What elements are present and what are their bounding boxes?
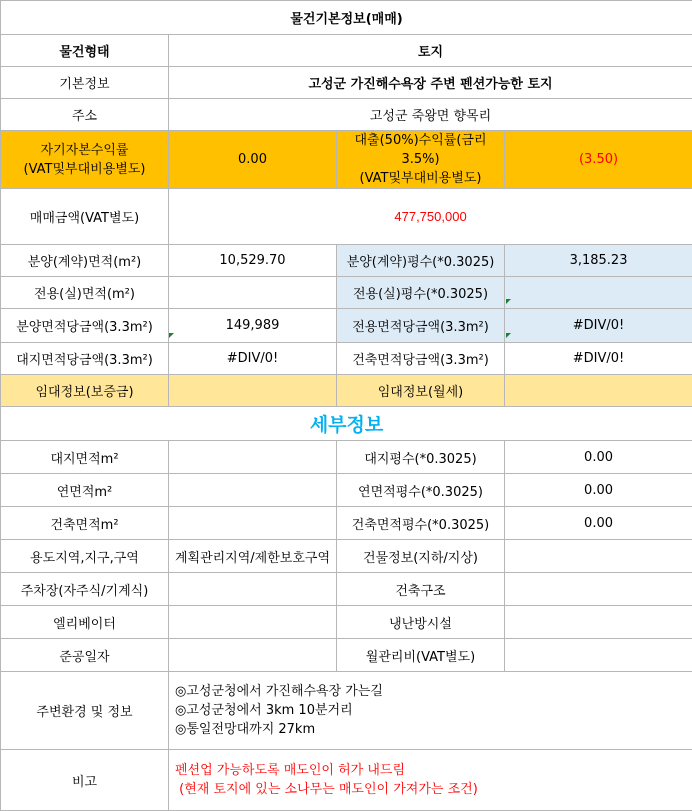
equity-yield-value: 0.00	[169, 131, 337, 189]
info-value: 고성군 가진해수욕장 주변 펜션가능한 토지	[169, 67, 692, 99]
parking-value	[169, 573, 337, 606]
floor-pyeong-label: 연면적평수(*0.3025)	[337, 474, 505, 507]
land-area-row	[1, 441, 692, 474]
sheet-title: 물건기본정보(매매)	[1, 1, 692, 35]
environment-line-2: ◎고성군청에서 3km 10분거리	[175, 703, 353, 718]
monthly-rent-value	[505, 375, 692, 407]
structure-label: 건축구조	[337, 573, 505, 606]
contract-unit-value: 149,989	[169, 309, 337, 343]
address-row	[1, 99, 692, 131]
building-pyeong-value: 0.00	[505, 507, 692, 540]
deposit-value	[169, 375, 337, 407]
exclusive-area-value	[169, 277, 337, 309]
land-unit-value: #DIV/0!	[169, 343, 337, 375]
exclusive-pyeong-value	[505, 277, 692, 309]
environment-value	[169, 672, 692, 750]
building-unit-label: 건축면적당금액(3.3m²)	[337, 343, 505, 375]
exclusive-pyeong-label: 전용(실)평수(*0.3025)	[337, 277, 505, 309]
price-row	[1, 189, 692, 245]
loan-yield-value: (3.50)	[505, 131, 692, 189]
contract-unit-row	[1, 309, 692, 343]
zoning-row	[1, 540, 692, 573]
section-row	[1, 407, 692, 441]
land-pyeong-label: 대지평수(*0.3025)	[337, 441, 505, 474]
contract-unit-label: 분양면적당금액(3.3m²)	[1, 309, 169, 343]
land-area-value	[169, 441, 337, 474]
building-area-value	[169, 507, 337, 540]
land-area-label: 대지면적m²	[1, 441, 169, 474]
deposit-label: 임대정보(보증금)	[1, 375, 169, 407]
cell-error-indicator	[506, 333, 511, 338]
building-info-value	[505, 540, 692, 573]
address-value: 고성군 죽왕면 향목리	[169, 99, 692, 131]
hvac-value	[505, 606, 692, 639]
exclusive-unit-label: 전용면적당금액(3.3m²)	[337, 309, 505, 343]
completion-row	[1, 639, 692, 672]
contract-pyeong-value: 3,185.23	[505, 245, 692, 277]
address-label: 주소	[1, 99, 169, 131]
structure-value	[505, 573, 692, 606]
info-label: 기본정보	[1, 67, 169, 99]
elevator-value	[169, 606, 337, 639]
info-row	[1, 67, 692, 99]
exclusive-unit-value: #DIV/0!	[505, 309, 692, 343]
price-value: 477,750,000	[169, 189, 692, 245]
building-pyeong-label: 건축면적평수(*0.3025)	[337, 507, 505, 540]
equity-yield-label-line2: (VAT및부대비용별도)	[24, 162, 146, 177]
contract-area-label: 분양(계약)면적(m²)	[1, 245, 169, 277]
floor-area-label: 연면적m²	[1, 474, 169, 507]
mgmt-fee-label: 월관리비(VAT별도)	[337, 639, 505, 672]
completion-value	[169, 639, 337, 672]
title-row	[1, 1, 692, 35]
type-value: 토지	[169, 35, 692, 67]
cell-error-indicator	[169, 333, 174, 338]
building-area-label: 건축면적m²	[1, 507, 169, 540]
contract-area-row	[1, 245, 692, 277]
rent-row	[1, 375, 692, 407]
zoning-label: 용도지역,지구,구역	[1, 540, 169, 573]
loan-yield-label	[337, 131, 505, 189]
remarks-line-2: (현재 토지에 있는 소나무는 매도인이 가져가는 조건)	[175, 782, 478, 797]
contract-area-value: 10,529.70	[169, 245, 337, 277]
type-label: 물건형태	[1, 35, 169, 67]
remarks-value	[169, 750, 692, 811]
loan-yield-label-line2: (VAT및부대비용별도)	[360, 171, 482, 186]
environment-line-3: ◎통일전망대까지 27km	[175, 722, 315, 737]
elevator-label: 엘리베이터	[1, 606, 169, 639]
floor-area-row	[1, 474, 692, 507]
equity-yield-label	[1, 131, 169, 189]
environment-line-1: ◎고성군청에서 가진해수욕장 가는길	[175, 684, 383, 699]
environment-label: 주변환경 및 정보	[1, 672, 169, 750]
floor-pyeong-value: 0.00	[505, 474, 692, 507]
parking-label: 주차장(자주식/기계식)	[1, 573, 169, 606]
monthly-rent-label: 임대정보(월세)	[337, 375, 505, 407]
completion-label: 준공일자	[1, 639, 169, 672]
cell-error-indicator	[506, 299, 511, 304]
yield-row	[1, 131, 692, 189]
remarks-line-1: 펜션업 가능하도록 매도인이 허가 내드림	[175, 763, 405, 778]
exclusive-area-row	[1, 277, 692, 309]
building-info-label: 건물정보(지하/지상)	[337, 540, 505, 573]
zoning-value: 계획관리지역/제한보호구역	[169, 540, 337, 573]
building-unit-value: #DIV/0!	[505, 343, 692, 375]
remarks-label: 비고	[1, 750, 169, 811]
remarks-row	[1, 750, 692, 811]
loan-yield-label-line1: 대출(50%)수익률(금리3.5%)	[354, 133, 486, 167]
environment-row	[1, 672, 692, 750]
exclusive-area-label: 전용(실)면적(m²)	[1, 277, 169, 309]
parking-row	[1, 573, 692, 606]
land-unit-row	[1, 343, 692, 375]
mgmt-fee-value	[505, 639, 692, 672]
hvac-label: 냉난방시설	[337, 606, 505, 639]
elevator-row	[1, 606, 692, 639]
type-row	[1, 35, 692, 67]
building-area-row	[1, 507, 692, 540]
floor-area-value	[169, 474, 337, 507]
price-label: 매매금액(VAT별도)	[1, 189, 169, 245]
equity-yield-label-line1: 자기자본수익률	[41, 143, 129, 158]
contract-pyeong-label: 분양(계약)평수(*0.3025)	[337, 245, 505, 277]
land-pyeong-value: 0.00	[505, 441, 692, 474]
section-title: 세부정보	[1, 407, 692, 441]
land-unit-label: 대지면적당금액(3.3m²)	[1, 343, 169, 375]
